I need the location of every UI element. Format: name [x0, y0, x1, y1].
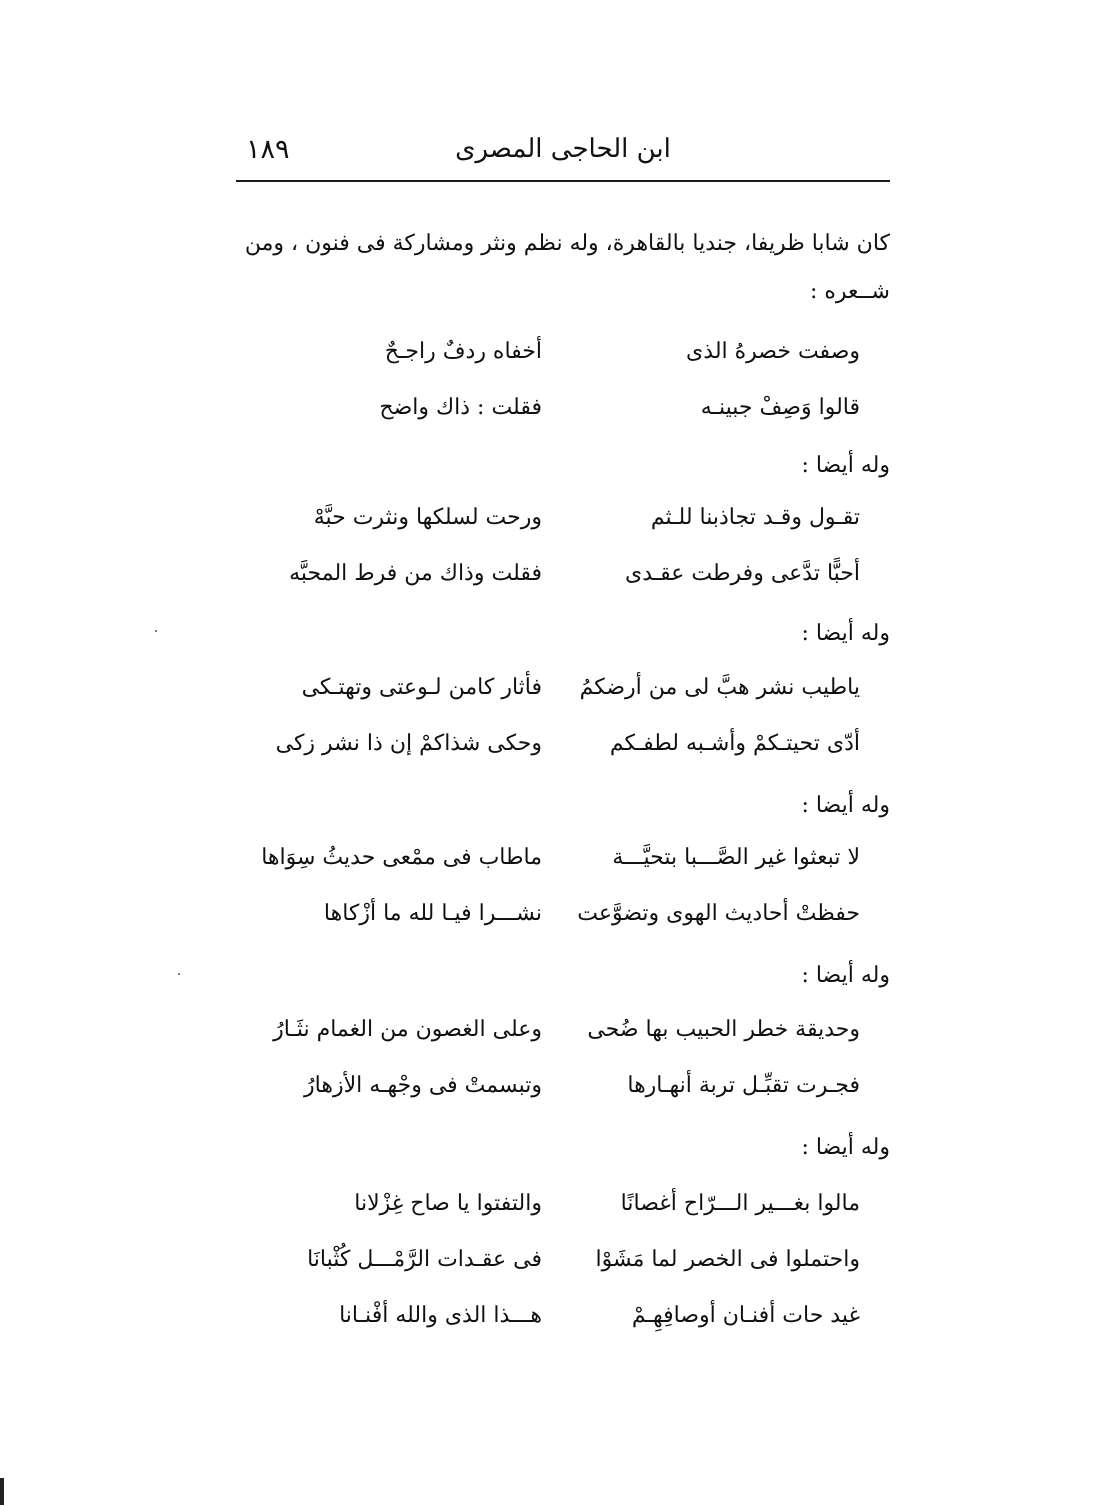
- verse-second-hemistich: نشـــرا فيـا لله ما أزْكاها: [323, 901, 542, 926]
- verse-first-hemistich: حفظتْ أحاديث الهوى وتضوَّعت: [577, 901, 860, 926]
- poem-section: [240, 1128, 890, 1350]
- section-heading: وله أيضا :: [801, 963, 890, 988]
- verse-first-hemistich: لا تبعثوا غير الصَّـــبا بتحيَّـــة: [612, 845, 860, 870]
- scan-edge-mark: [0, 1478, 4, 1505]
- running-header: [236, 128, 890, 184]
- section-heading: وله أيضا :: [801, 793, 890, 818]
- verse-line: [240, 1064, 890, 1120]
- verse-line: [240, 1294, 890, 1350]
- section-heading: وله أيضا :: [801, 453, 890, 478]
- scan-speck: [178, 973, 180, 975]
- verse-second-hemistich: وحكى شذاكمْ إن ذا نشر زكى: [275, 731, 542, 756]
- verse-first-hemistich: فجـرت تقبِّـل تربة أنهـارها: [627, 1073, 860, 1098]
- verse-second-hemistich: ورحت لسلكها ونثرت حبَّهْ: [313, 505, 542, 530]
- verse-line: [240, 330, 890, 386]
- verse-first-hemistich: واحتملوا فى الخصر لما مَشَوْا: [595, 1247, 860, 1272]
- verse-line: [240, 496, 890, 552]
- verse-first-hemistich: أحبًّا تدَّعى وفرطت عقـدى: [624, 561, 860, 586]
- verse-first-hemistich: ياطيب نشر هبَّ لى من أرضكمُ: [579, 675, 860, 700]
- verse-line: [240, 666, 890, 722]
- biography-line: شــعره :: [809, 279, 890, 304]
- section-heading: وله أيضا :: [801, 1135, 890, 1160]
- verse-line: [240, 552, 890, 608]
- verse-first-hemistich: وحديقة خطر الحبيب بها ضُحى: [587, 1017, 860, 1042]
- verse-first-hemistich: غيد حات أفنـان أوصافِهِـمْ: [631, 1303, 860, 1328]
- verse-first-hemistich: أدّى تحيتـكمْ وأشـبه لطفـكم: [609, 731, 860, 756]
- scan-speck: [155, 630, 157, 632]
- verse-line: [240, 836, 890, 892]
- verse-second-hemistich: والتفتوا يا صاح غِزْلانا: [354, 1191, 542, 1216]
- page-number: ١٨٩: [246, 134, 290, 165]
- verse-line: [240, 386, 890, 442]
- verse-second-hemistich: وتبسمتْ فى وجْهـه الأزهارُ: [304, 1073, 542, 1098]
- poem-section: [240, 956, 890, 1120]
- running-title: ابن الحاجى المصرى: [455, 134, 671, 164]
- biography-line: كان شابا ظريفا، جنديا بالقاهرة، وله نظم ونثر ومشاركة فى فنون ، ومن: [244, 231, 890, 256]
- header-rule: [236, 180, 890, 182]
- poem-section: [240, 614, 890, 778]
- verse-first-hemistich: تقـول وقـد تجاذبنا للـثم: [650, 505, 860, 530]
- verse-first-hemistich: مالوا بغـــير الـــرّاح أغصانًا: [620, 1191, 860, 1216]
- verse-line: [240, 1238, 890, 1294]
- verse-line: [240, 892, 890, 948]
- verse-second-hemistich: فقلت وذاك من فرط المحبَّه: [289, 561, 542, 586]
- verse-second-hemistich: أخفاه ردفٌ راجـحٌ: [384, 339, 542, 364]
- verse-second-hemistich: فأثار كامن لـوعتى وتهتـكى: [301, 675, 542, 700]
- poem-section: [240, 786, 890, 948]
- biography-paragraph: [244, 220, 890, 316]
- verse-second-hemistich: فى عقـدات الرَّمْـــل كُثْبانَا: [307, 1247, 542, 1272]
- verse-second-hemistich: هـــذا الذى والله أفْنـانا: [339, 1303, 542, 1328]
- verse-line: [240, 1008, 890, 1064]
- poem-section: [240, 330, 890, 442]
- verse-second-hemistich: ماطاب فى ممْعى حديثُ سِوَاها: [261, 845, 542, 870]
- verse-first-hemistich: وصفت خصرهُ الذى: [686, 339, 860, 364]
- verse-line: [240, 722, 890, 778]
- verse-second-hemistich: وعلى الغصون من الغمام نثَـارُ: [273, 1017, 542, 1042]
- verse-second-hemistich: فقلت : ذاك واضح: [379, 395, 542, 420]
- verse-first-hemistich: قالوا وَصِفْ جبينـه: [700, 395, 860, 420]
- verse-line: [240, 1182, 890, 1238]
- poem-section: [240, 446, 890, 608]
- section-heading: وله أيضا :: [801, 621, 890, 646]
